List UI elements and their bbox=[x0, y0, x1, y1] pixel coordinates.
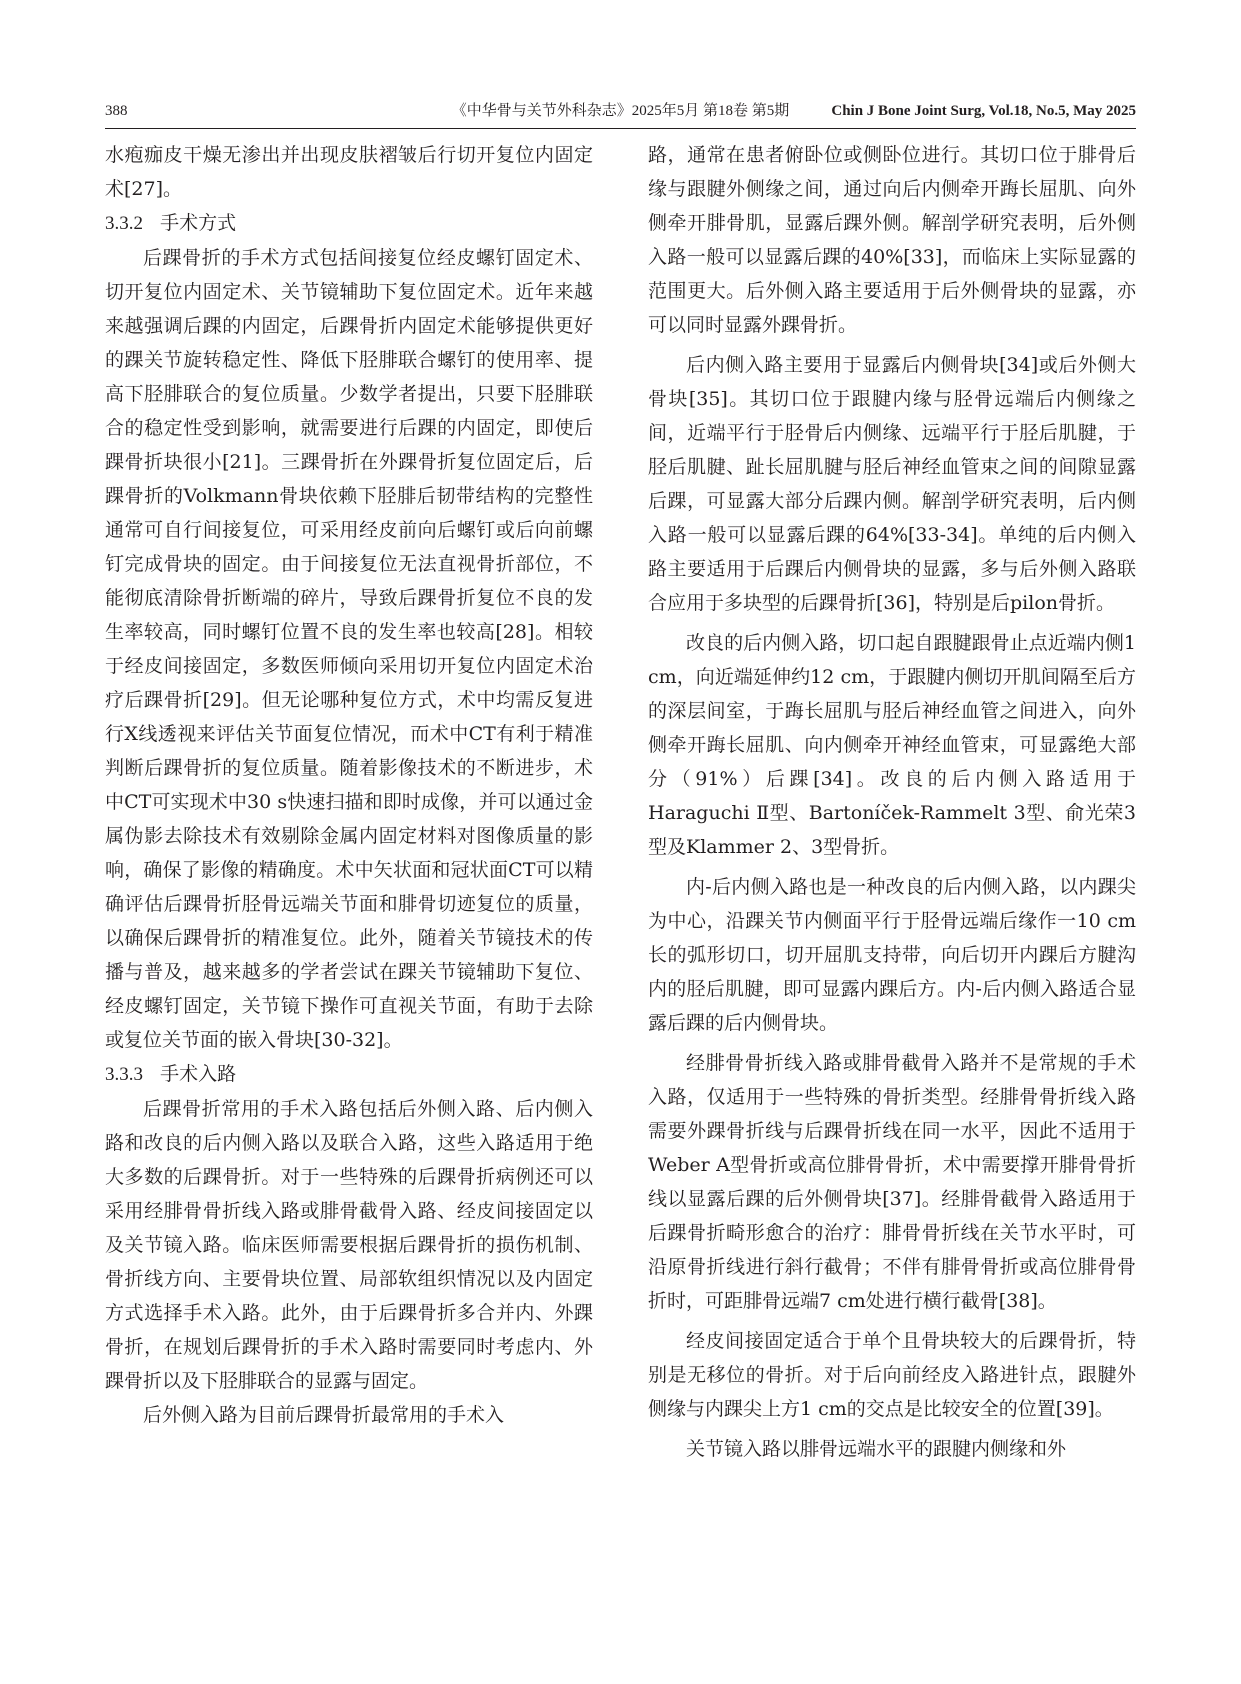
paragraph: 内-后内侧入路也是一种改良的后内侧入路，以内踝尖为中心，沿踝关节内侧面平行于胫骨远端后缘作一10 cm长的弧形切口，切开屈肌支持带，向后切开内踝后方腱沟内的胫后肌腱，即可显露内踝后方。内-后内侧入路适合显露后踝的后内侧骨块。 bbox=[648, 876, 1136, 1034]
journal-title-en: Chin J Bone Joint Surg, Vol.18, No.5, May 2025 bbox=[831, 103, 1136, 119]
paragraph: 路，通常在患者俯卧位或侧卧位进行。其切口位于腓骨后缘与跟腱外侧缘之间，通过向后内侧牵开踇长屈肌、向外侧牵开腓骨肌，显露后踝外侧。解剖学研究表明，后外侧入路一般可以显露后踝的40%[33]，而临床上实际显露的范围更大。后外侧入路主要适用于后外侧骨块的显露，亦可以同时显露外踝骨折。 bbox=[648, 144, 1136, 336]
running-header bbox=[105, 96, 1136, 126]
section-number: 3.3.2 bbox=[105, 213, 143, 234]
paragraph: 后外侧入路为目前后踝骨折最常用的手术入 bbox=[143, 1404, 505, 1426]
section-title: 手术方式 bbox=[160, 212, 237, 234]
paragraph: 后踝骨折常用的手术入路包括后外侧入路、后内侧入路和改良的后内侧入路以及联合入路，这些入路适用于绝大多数的后踝骨折。对于一些特殊的后踝骨折病例还可以采用经腓骨骨折线入路或腓骨截骨入路、经皮间接固定以及关节镜入路。临床医师需要根据后踝骨折的损伤机制、骨折线方向、主要骨块位置、局部软组织情况以及内固定方式选择手术入路。此外，由于后踝骨折多合并内、外踝骨折，在规划后踝骨折的手术入路时需要同时考虑内、外踝骨折以及下胫腓联合的显露与固定。 bbox=[105, 1098, 593, 1392]
paragraph: 经皮间接固定适合于单个且骨块较大的后踝骨折，特别是无移位的骨折。对于后向前经皮入路进针点，跟腱外侧缘与内踝尖上方1 cm的交点是比较安全的位置[39]。 bbox=[648, 1330, 1136, 1420]
section-number: 3.3.3 bbox=[105, 1064, 143, 1085]
section-heading-3-3-2 bbox=[105, 206, 593, 241]
paragraph: 后踝骨折的手术方式包括间接复位经皮螺钉固定术、切开复位内固定术、关节镜辅助下复位固定术。近年来越来越强调后踝的内固定，后踝骨折内固定术能够提供更好的踝关节旋转稳定性、降低下胫腓联合螺钉的使用率、提高下胫腓联合的复位质量。少数学者提出，只要下胫腓联合的稳定性受到影响，就需要进行后踝的内固定，即使后踝骨折块很小[21]。三踝骨折在外踝骨折复位固定后，后踝骨折的Volkmann骨块依赖下胫腓后韧带结构的完整性通常可自行间接复位，可采用经皮前向后螺钉或后向前螺钉完成骨块的固定。由于间接复位无法直视骨折部位，不能彻底清除骨折断端的碎片，导致后踝骨折复位不良的发生率较高，同时螺钉位置不良的发生率也较高[28]。相较于经皮间接固定，多数医师倾向采用切开复位内固定术治疗后踝骨折[29]。但无论哪种复位方式，术中均需反复进行X线透视来评估关节面复位情况，而术中CT有利于精准判断后踝骨折的复位质量。随着影像技术的不断进步，术中CT可实现术中30 s快速扫描和即时成像，并可以通过金属伪影去除技术有效剔除金属内固定材料对图像质量的影响，确保了影像的精确度。术中矢状面和冠状面CT可以精确评估后踝骨折胫骨远端关节面和腓骨切迹复位的质量，以确保后踝骨折的精准复位。此外，随着关节镜技术的传播与普及，越来越多的学者尝试在踝关节镜辅助下复位、经皮螺钉固定，关节镜下操作可直视关节面，有助于去除或复位关节面的嵌入骨块[30-32]。 bbox=[105, 247, 593, 1051]
paragraph: 改良的后内侧入路，切口起自跟腱跟骨止点近端内侧1 cm，向近端延伸约12 cm，于跟腱内侧切开肌间隔至后方的深层间室，于踇长屈肌与胫后神经血管之间进入，向外侧牵开踇长屈肌、向内侧牵开神经血管束，可显露绝大部分（91%）后踝[34]。改良的后内侧入路适用于Haraguchi Ⅱ型、Bartoníček-Rammelt 3型、俞光荣3型及Klammer 2、3型骨折。 bbox=[648, 632, 1136, 858]
section-title: 手术入路 bbox=[160, 1063, 237, 1085]
page-number: 388 bbox=[105, 103, 128, 119]
paragraph: 关节镜入路以腓骨远端水平的跟腱内侧缘和外 bbox=[686, 1438, 1067, 1460]
paragraph: 后内侧入路主要用于显露后内侧骨块[34]或后外侧大骨块[35]。其切口位于跟腱内缘与胫骨远端后内侧缘之间，近端平行于胫骨后内侧缘、远端平行于胫后肌腱，于胫后肌腱、趾长屈肌腱与胫后神经血管束之间的间隙显露后踝，可显露大部分后踝内侧。解剖学研究表明，后内侧入路一般可以显露后踝的64%[33-34]。单纯的后内侧入路主要适用于后踝后内侧骨块的显露，多与后外侧入路联合应用于多块型的后踝骨折[36]，特别是后pilon骨折。 bbox=[648, 354, 1136, 614]
header-rule bbox=[105, 128, 1136, 129]
left-column bbox=[105, 138, 593, 1432]
journal-title-cn: 《中华骨与关节外科杂志》2025年5月 第18卷 第5期 bbox=[451, 103, 790, 119]
right-column bbox=[648, 138, 1136, 1466]
paragraph: 水疱痂皮干燥无渗出并出现皮肤褶皱后行切开复位内固定术[27]。 bbox=[105, 144, 593, 200]
paragraph: 经腓骨骨折线入路或腓骨截骨入路并不是常规的手术入路，仅适用于一些特殊的骨折类型。经腓骨骨折线入路需要外踝骨折线与后踝骨折线在同一水平，因此不适用于Weber A型骨折或高位腓骨骨折，术中需要撑开腓骨骨折线以显露后踝的后外侧骨块[37]。经腓骨截骨入路适用于后踝骨折畸形愈合的治疗：腓骨骨折线在关节水平时，可沿原骨折线进行斜行截骨；不伴有腓骨骨折或高位腓骨骨折时，可距腓骨远端7 cm处进行横行截骨[38]。 bbox=[648, 1052, 1136, 1312]
section-heading-3-3-3 bbox=[105, 1057, 593, 1092]
